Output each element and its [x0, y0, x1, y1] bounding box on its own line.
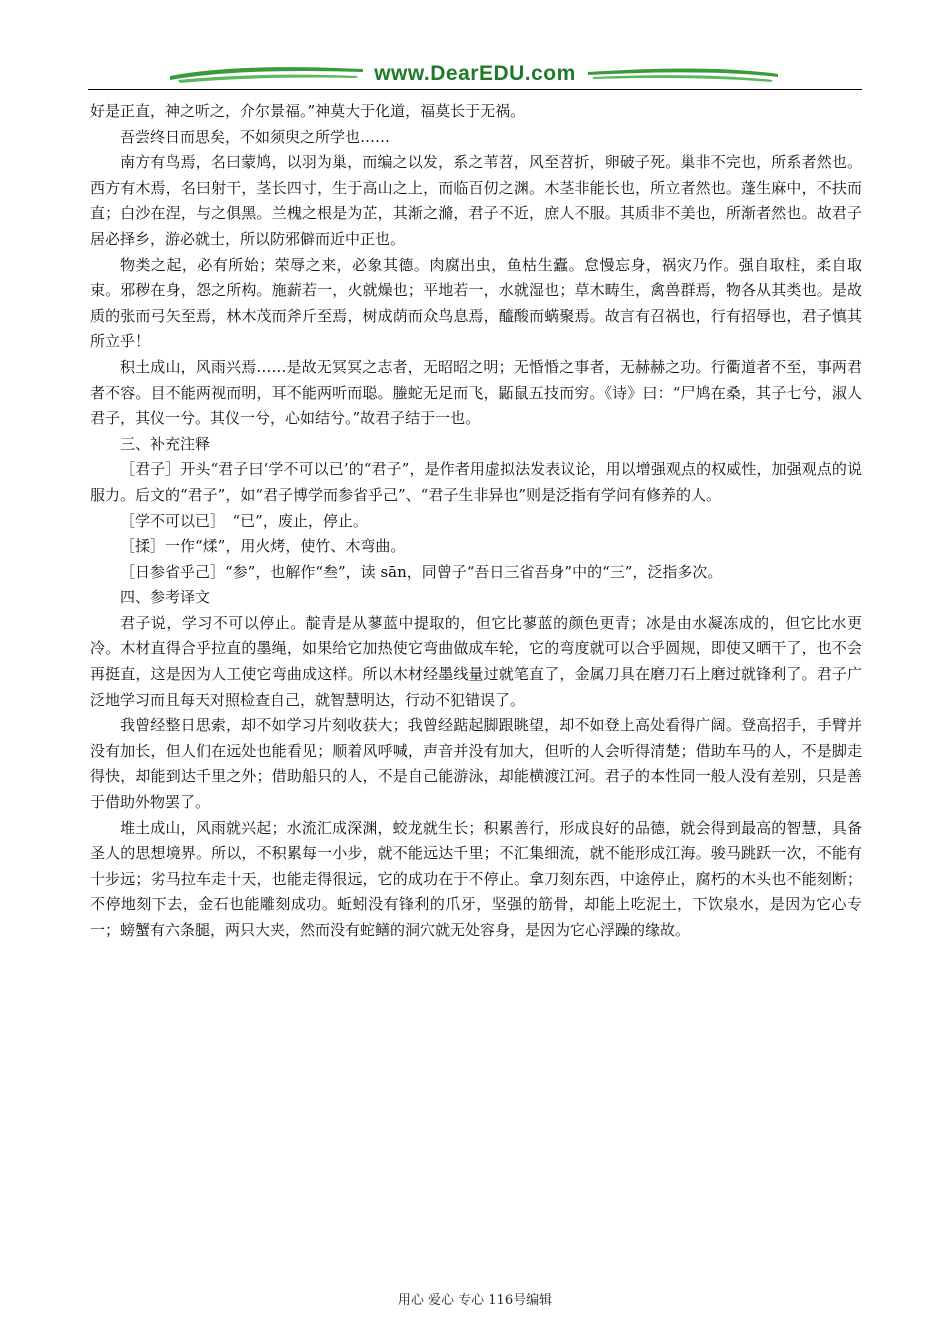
site-header-banner — [88, 58, 862, 92]
paragraph: 吾尝终日而思矣，不如须臾之所学也…… — [120, 127, 391, 146]
paragraph: 积土成山，风雨兴焉……是故无冥冥之志者，无昭昭之明；无惛惛之事者，无赫赫之功。行衢道者不至，事两君者不容。目不能两视而明，耳不能两听而聪。螣蛇无足而飞，鼫鼠五技而穷。《诗》曰：“尸鸠在桑，其子七兮，淑人君子，其仪一兮。其仪一兮，心如结兮。”故君子结于一也。 — [90, 357, 862, 428]
paragraph-continuation: 好是正直，神之听之，介尔景福。”神莫大于化道，福莫长于无祸。 — [90, 102, 526, 120]
document-body — [90, 99, 862, 944]
translation-paragraph: 君子说，学习不可以停止。靛青是从蓼蓝中提取的，但它比蓼蓝的颜色更青；冰是由水凝冻成的，但它比水更冷。木材直得合乎拉直的墨绳，如果给它加热使它弯曲做成车轮，它的弯度就可以合乎圆规，即使又晒干了，也不会再挺直，这是因为人工使它弯曲成这样。所以木材经墨线量过就笔直了，金属刀具在磨刀石上磨过就锋利了。君子广泛地学习而且每天对照检查自己，就智慧明达，行动不犯错误了。 — [90, 613, 862, 709]
paragraph: 南方有鸟焉，名曰蒙鸠，以羽为巢，而编之以发，系之苇苕，风至苕折，卵破子死。巢非不完也，所系者然也。西方有木焉，名曰射干，茎长四寸，生于高山之上，而临百仞之渊。木茎非能长也，所立者然也。蓬生麻中，不扶而直；白沙在涅，与之俱黑。兰槐之根是为芷，其渐之滫，君子不近，庶人不服。其质非不美也，所渐者然也。故君子居必择乡，游必就士，所以防邪僻而近中正也。 — [90, 153, 862, 248]
annotation-item: ［君子］开头“君子曰‘学不可以已’的“君子”，是作者用虚拟法发表议论，用以增强观点的权威性，加强观点的说服力。后文的“君子”，如“君子博学而参省乎己”、“君子生非异也”则是泛指有学问有修养的人。 — [90, 460, 862, 504]
header-divider — [88, 89, 862, 90]
translation-paragraph: 堆土成山，风雨就兴起；水流汇成深渊，蛟龙就生长；积累善行，形成良好的品德，就会得到最高的智慧，具备圣人的思想境界。所以，不积累每一小步，就不能远达千里；不汇集细流，就不能形成江海。骏马跳跃一次，不能有十步远；劣马拉车走十天，也能走得很远，它的成功在于不停止。拿刀刻东西，中途停止，腐朽的木头也不能刻断；不停地刻下去，金石也能雕刻成功。蚯蚓没有锋利的爪牙，坚强的筋骨，却能上吃泥土，下饮泉水，是因为它心专一；螃蟹有六条腿，两只大夹，然而没有蛇鳝的洞穴就无处容身，是因为它心浮躁的缘故。 — [90, 818, 862, 939]
annotation-item: ［揉］一作“煣”，用火烤，使竹、木弯曲。 — [120, 537, 406, 556]
section-heading: 三、补充注释 — [120, 434, 211, 453]
section-heading: 四、参考译文 — [120, 588, 211, 607]
site-logo-text: www.DearEDU.com — [374, 62, 576, 85]
annotation-item: ［学不可以已］ “已”，废止，停止。 — [120, 511, 368, 530]
annotation-item: ［日参省乎己］“参”，也解作“叁”，读 sān，同曾子“吾日三省吾身”中的“三”，泛指多次。 — [120, 562, 723, 581]
paragraph: 物类之起，必有所始；荣辱之来，必象其德。肉腐出虫，鱼枯生蠹。怠慢忘身，祸灾乃作。强自取柱，柔自取束。邪秽在身，怨之所构。施薪若一，火就燥也；平地若一，水就湿也；草木畴生，禽兽群焉，物各从其类也。是故质的张而弓矢至焉，林木茂而斧斤至焉，树成荫而众鸟息焉，醯酸而蜹聚焉。故言有召祸也，行有招辱也，君子慎其所立乎！ — [90, 255, 862, 351]
page-footer: 用心 爱心 专心 116号编辑 — [397, 1293, 553, 1308]
translation-paragraph: 我曾经整日思索，却不如学习片刻收获大；我曾经踮起脚跟眺望，却不如登上高处看得广阔。登高招手，手臂并没有加长，但人们在远处也能看见；顺着风呼喊，声音并没有加大，但听的人会听得清楚；借助车马的人，不是脚走得快，却能到达千里之外；借助船只的人，不是自己能游泳，却能横渡江河。君子的本性同一般人没有差别，只是善于借助外物罢了。 — [90, 716, 862, 812]
